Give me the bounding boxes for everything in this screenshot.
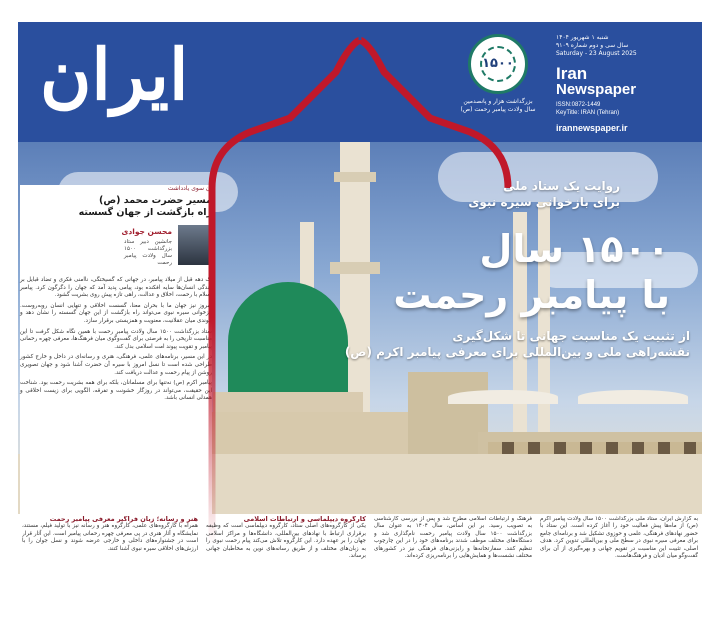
title-english-newspaper: Newspaper xyxy=(556,81,637,98)
article-column-4 xyxy=(22,516,198,626)
newspaper-logo[interactable]: ایران xyxy=(40,33,189,116)
opinion-title-line: مسیر حضرت محمد (ص) xyxy=(99,195,212,206)
author-avatar xyxy=(178,225,212,265)
article-column-1 xyxy=(540,516,698,626)
paragraph: امروز نیز جهان ما با بحران معنا، گسست اخلاقی و تنهایی انسان روبه‌روست. بازخوانی سیره نبوی می‌تواند راه بازگشت از این جهان گسسته را نشان دهد و پیوندی میان عقلانیت، معنویت و همزیستی برقرار سازد. xyxy=(20,302,212,324)
keytitle: KeyTitle: IRAN (Tehran) xyxy=(556,110,620,116)
subhead-line: نقشه‌راهی ملی و بین‌المللی برای معرفی پیامبر اکرم (ص) xyxy=(344,345,690,359)
shade-umbrella xyxy=(578,390,688,404)
column-text: همراه با کارگروه‌های علمی، کارگروه هنر و رسانه نیز با تولید فیلم، مستند، نمایشگاه و آثار هنری در پی معرفی چهره رحمانی پیامبر است. این آثار قرار است در جشنواره‌های داخلی و خارجی عرضه شوند و نسل جوان را با ارزش‌های اخلاقی سیره نبوی آشنا کنند. xyxy=(22,523,198,552)
opinion-column xyxy=(20,185,212,525)
column-text: یکی از کارگروه‌های اصلی ستاد، کارگروه دیپلماسی است که وظیفه برقراری ارتباط با نهادهای بین‌المللی، دانشگاه‌ها و مراکز اسلامی جهان را بر عهده دارد. این کارگروه تلاش می‌کند پیام رحمت نبوی را به زبان‌های مختلف و از طریق رسانه‌های نوین به مخاطبان جهانی برساند. xyxy=(206,523,366,560)
author-role: جانشین دبیر ستاد بزرگداشت ۱۵۰۰ سال ولادت پیامبر رحمت xyxy=(124,239,172,266)
title-english-iran: Iran xyxy=(556,64,588,83)
website-link[interactable]: irannewspaper.ir xyxy=(556,123,628,133)
headline-line: با پیامبر رحمت xyxy=(393,273,670,317)
headline-block xyxy=(330,178,690,360)
author-name: محسن جوادی xyxy=(121,227,172,236)
author-box xyxy=(20,225,212,277)
seal-caption: بزرگداشت هزار و پانصدمین سال ولادت پیامبر رحمت (ص) xyxy=(460,98,536,113)
issue-number: سال سی و دوم شماره ۹۱۰۹ xyxy=(556,42,629,49)
opinion-title-line: راه بازگشت از جهان گسسته xyxy=(78,207,212,218)
brand-block xyxy=(556,34,684,133)
paragraph: پیامبر اکرم (ص) نه‌تنها برای مسلمانان، بلکه برای همه بشریت رحمت بود. شناخت این حقیقت، می‌تواند در روزگار خشونت و تفرقه، الگویی برای زیست اخلاقی و همدلی انسانی باشد. xyxy=(20,380,212,402)
opinion-title[interactable] xyxy=(20,195,212,219)
article-column-3 xyxy=(206,516,366,626)
column-label: آن سوی یادداشت xyxy=(167,185,212,192)
shade-umbrella xyxy=(448,390,558,404)
seal-number: ۱۵۰۰ xyxy=(482,56,514,71)
masthead-info xyxy=(460,28,688,138)
kicker-line: روایت یک ستاد ملی xyxy=(503,179,620,193)
date-english: Saturday - 23 August 2025 xyxy=(556,50,637,57)
opinion-body xyxy=(20,277,212,403)
kicker-line: برای بازخوانی سیره نبوی xyxy=(468,195,620,209)
main-headline[interactable] xyxy=(330,226,670,318)
masthead xyxy=(18,22,702,142)
date-persian: شنبه ۱ شهریور ۱۴۰۴ xyxy=(556,34,609,41)
headline-kicker xyxy=(330,178,620,210)
column-text: فرهنگ و ارتباطات اسلامی مطرح شد و پس از بررسی کارشناسی به تصویب رسید. بر این اساس، سال ۱۴۰۴ به عنوان سال بزرگداشت ۱۵۰۰ سال ولادت پیامبر رحمت نام‌گذاری شد و دستگاه‌های مختلف موظف شدند برنامه‌های خود را در این چارچوب تنظیم کنند. سفارتخانه‌ها و رایزنی‌های فرهنگی نیز در کشورهای مختلف نشست‌ها و همایش‌هایی را برنامه‌ریزی کرده‌اند. xyxy=(374,516,532,560)
column-subhead: هنر و رسانه؛ زبان فراگیر معرفی پیامبر رحمت xyxy=(49,516,198,523)
column-text: به گزارش ایران، ستاد ملی بزرگداشت ۱۵۰۰ سال ولادت پیامبر اکرم (ص) از ماه‌ها پیش فعالیت خود را آغاز کرده است. این ستاد با حضور نهادهای فرهنگی، علمی و حوزوی تشکیل شد و برنامه‌ای جامع برای معرفی سیره نبوی در سطح ملی و بین‌المللی تدوین کرد. هدف اصلی، تثبیت این مناسبت در تقویم جهانی و بهره‌گیری از آن برای گفت‌وگو میان ادیان و فرهنگ‌هاست. xyxy=(540,516,698,560)
headline-subhead xyxy=(330,328,690,360)
paragraph: ستاد بزرگداشت ۱۵۰۰ سال ولادت پیامبر رحمت با همین نگاه شکل گرفت تا این مناسبت تاریخی را به فرصتی برای گفت‌وگوی میان فرهنگ‌ها، معرفی چهره رحمانی پیامبر و تقویت پیوند امت اسلامی بدل کند. xyxy=(20,328,212,350)
headline-line: ۱۵۰۰ سال xyxy=(479,227,670,271)
subhead-line: از تثبیت یک مناسبت جهانی تا شکل‌گیری xyxy=(452,329,690,343)
article-column-2 xyxy=(374,516,532,626)
paragraph: یک دهه قبل از میلاد پیامبر، در جهانی که گسیختگی، ناامنی فکری و تضاد قبایل بر زندگی انسان‌ها سایه افکنده بود، پیامی پدید آمد که جهان را دگرگون کرد. پیامبر اسلام با رحمت، اخلاق و عدالت، راهی تازه پیش روی بشریت گشود. xyxy=(20,277,212,299)
article-columns xyxy=(18,516,702,628)
anniversary-seal-icon xyxy=(468,34,528,94)
column-subhead: کارگروه دیپلماسی و ارتباطات اسلامی xyxy=(243,516,366,523)
issn: ISSN:0872-1449 xyxy=(556,102,601,108)
paragraph: در این مسیر، برنامه‌های علمی، فرهنگی، هنری و رسانه‌ای در داخل و خارج کشور طراحی شده است تا نسل امروز با سیره آن حضرت آشنا شود و جهان تصویری روشن از پیام رحمت و عدالت دریافت کند. xyxy=(20,354,212,376)
